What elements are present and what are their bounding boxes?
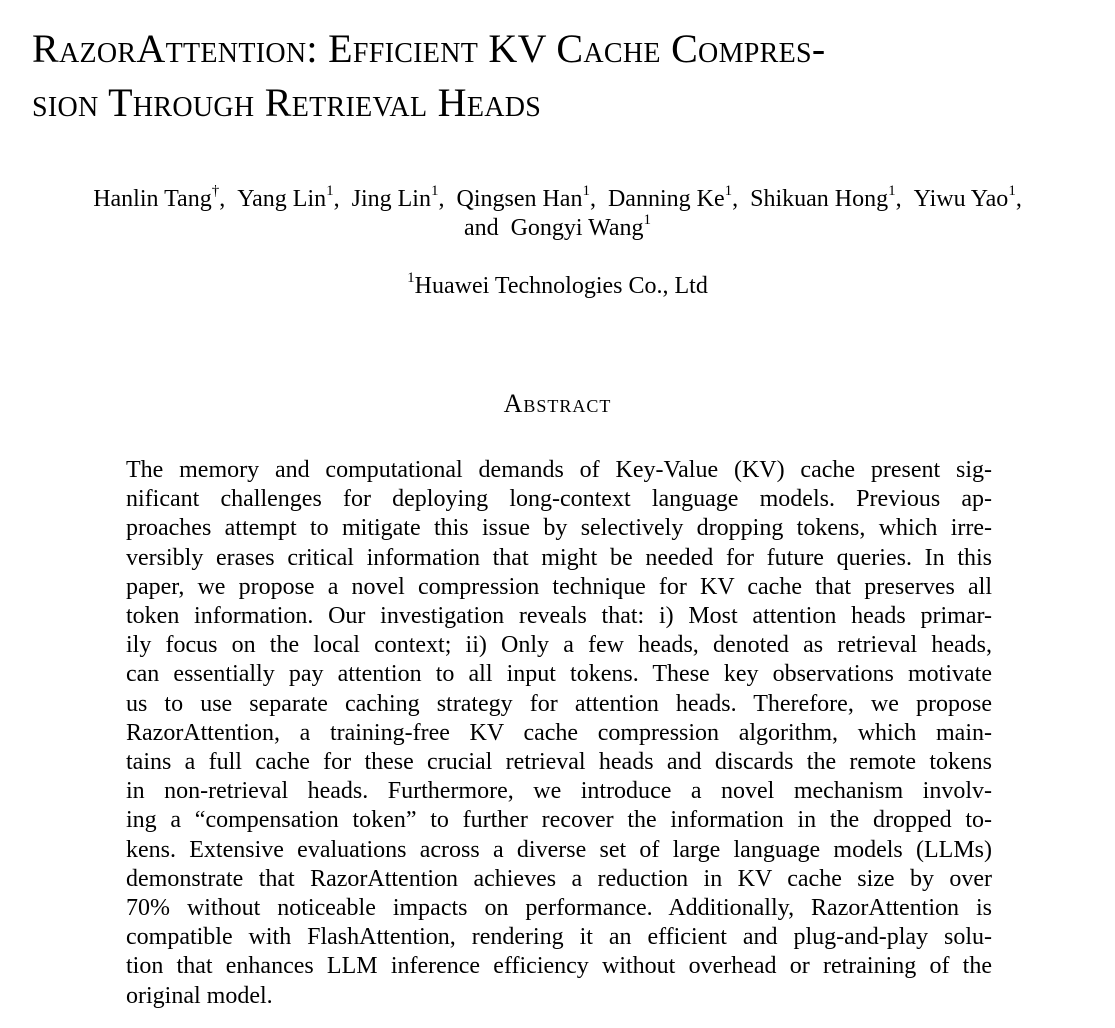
abstract-heading: Abstract — [503, 389, 612, 418]
abstract-line: nificant challenges for deploying long-context language models. Previous ap- — [126, 486, 992, 513]
abstract-line: versibly erases critical information that might be needed for future queries. In this — [126, 544, 992, 571]
author: Hanlin Tang†, — [93, 183, 226, 212]
author: Yang Lin$^1$, — [237, 183, 340, 212]
author: Danning Ke$^1$, — [607, 183, 739, 212]
affiliation: $^1$Huawei Technologies Co., Ltd — [407, 270, 708, 299]
abstract-line: tion that enhances LLM inference efficiency without overhead or retraining of the — [126, 953, 992, 980]
author: Shikuan Hong$^1$, — [750, 183, 902, 212]
abstract-line: tains a full cache for these crucial retrieval heads and discards the remote tokens — [126, 749, 992, 776]
abstract-line: compatible with FlashAttention, rendering it an efficient and plug-and-play solu- — [126, 924, 992, 951]
abstract-line: ily focus on the local context; ii) Only a few heads, denoted as retrieval heads, — [126, 632, 992, 659]
author: Yiwu Yao$^1$, — [913, 183, 1022, 212]
abstract-line: us to use separate caching strategy for attention heads. Therefore, we propose — [126, 690, 992, 717]
abstract-line: can essentially pay attention to all input tokens. These key observations motivate — [126, 661, 992, 688]
author-list — [0, 185, 1115, 243]
author: and Gongyi Wang$^1$ — [463, 212, 652, 241]
abstract-line: RazorAttention, a training-free KV cache compression algorithm, which main- — [126, 719, 992, 746]
author-line — [0, 185, 1115, 214]
abstract-text — [126, 456, 992, 1011]
author-line — [0, 214, 1115, 243]
abstract-line: demonstrate that RazorAttention achieves a reduction in KV cache size by over — [126, 865, 992, 892]
abstract-line: token information. Our investigation reveals that: i) Most attention heads primar- — [126, 603, 992, 630]
abstract-line: ing a “compensation token” to further recover the information in the dropped to- — [126, 807, 992, 834]
paper-title — [32, 22, 1092, 130]
author: Qingsen Han$^1$, — [456, 183, 596, 212]
title-line: sion Through Retrieval Heads — [32, 80, 542, 125]
title-line: RazorAttention: Efficient KV Cache Compres- — [32, 26, 826, 71]
author: Jing Lin$^1$, — [351, 183, 445, 212]
abstract-line: original model. — [126, 982, 273, 1009]
abstract-line: in non-retrieval heads. Furthermore, we introduce a novel mechanism involv- — [126, 778, 992, 805]
abstract-line: The memory and computational demands of Key-Value (KV) cache present sig- — [126, 457, 992, 483]
abstract-line: 70% without noticeable impacts on performance. Additionally, RazorAttention is — [126, 895, 992, 922]
abstract-line: kens. Extensive evaluations across a diverse set of large language models (LLMs) — [126, 836, 992, 863]
abstract-line: proaches attempt to mitigate this issue by selectively dropping tokens, which irre- — [126, 515, 992, 542]
abstract-line: paper, we propose a novel compression technique for KV cache that preserves all — [126, 573, 992, 600]
